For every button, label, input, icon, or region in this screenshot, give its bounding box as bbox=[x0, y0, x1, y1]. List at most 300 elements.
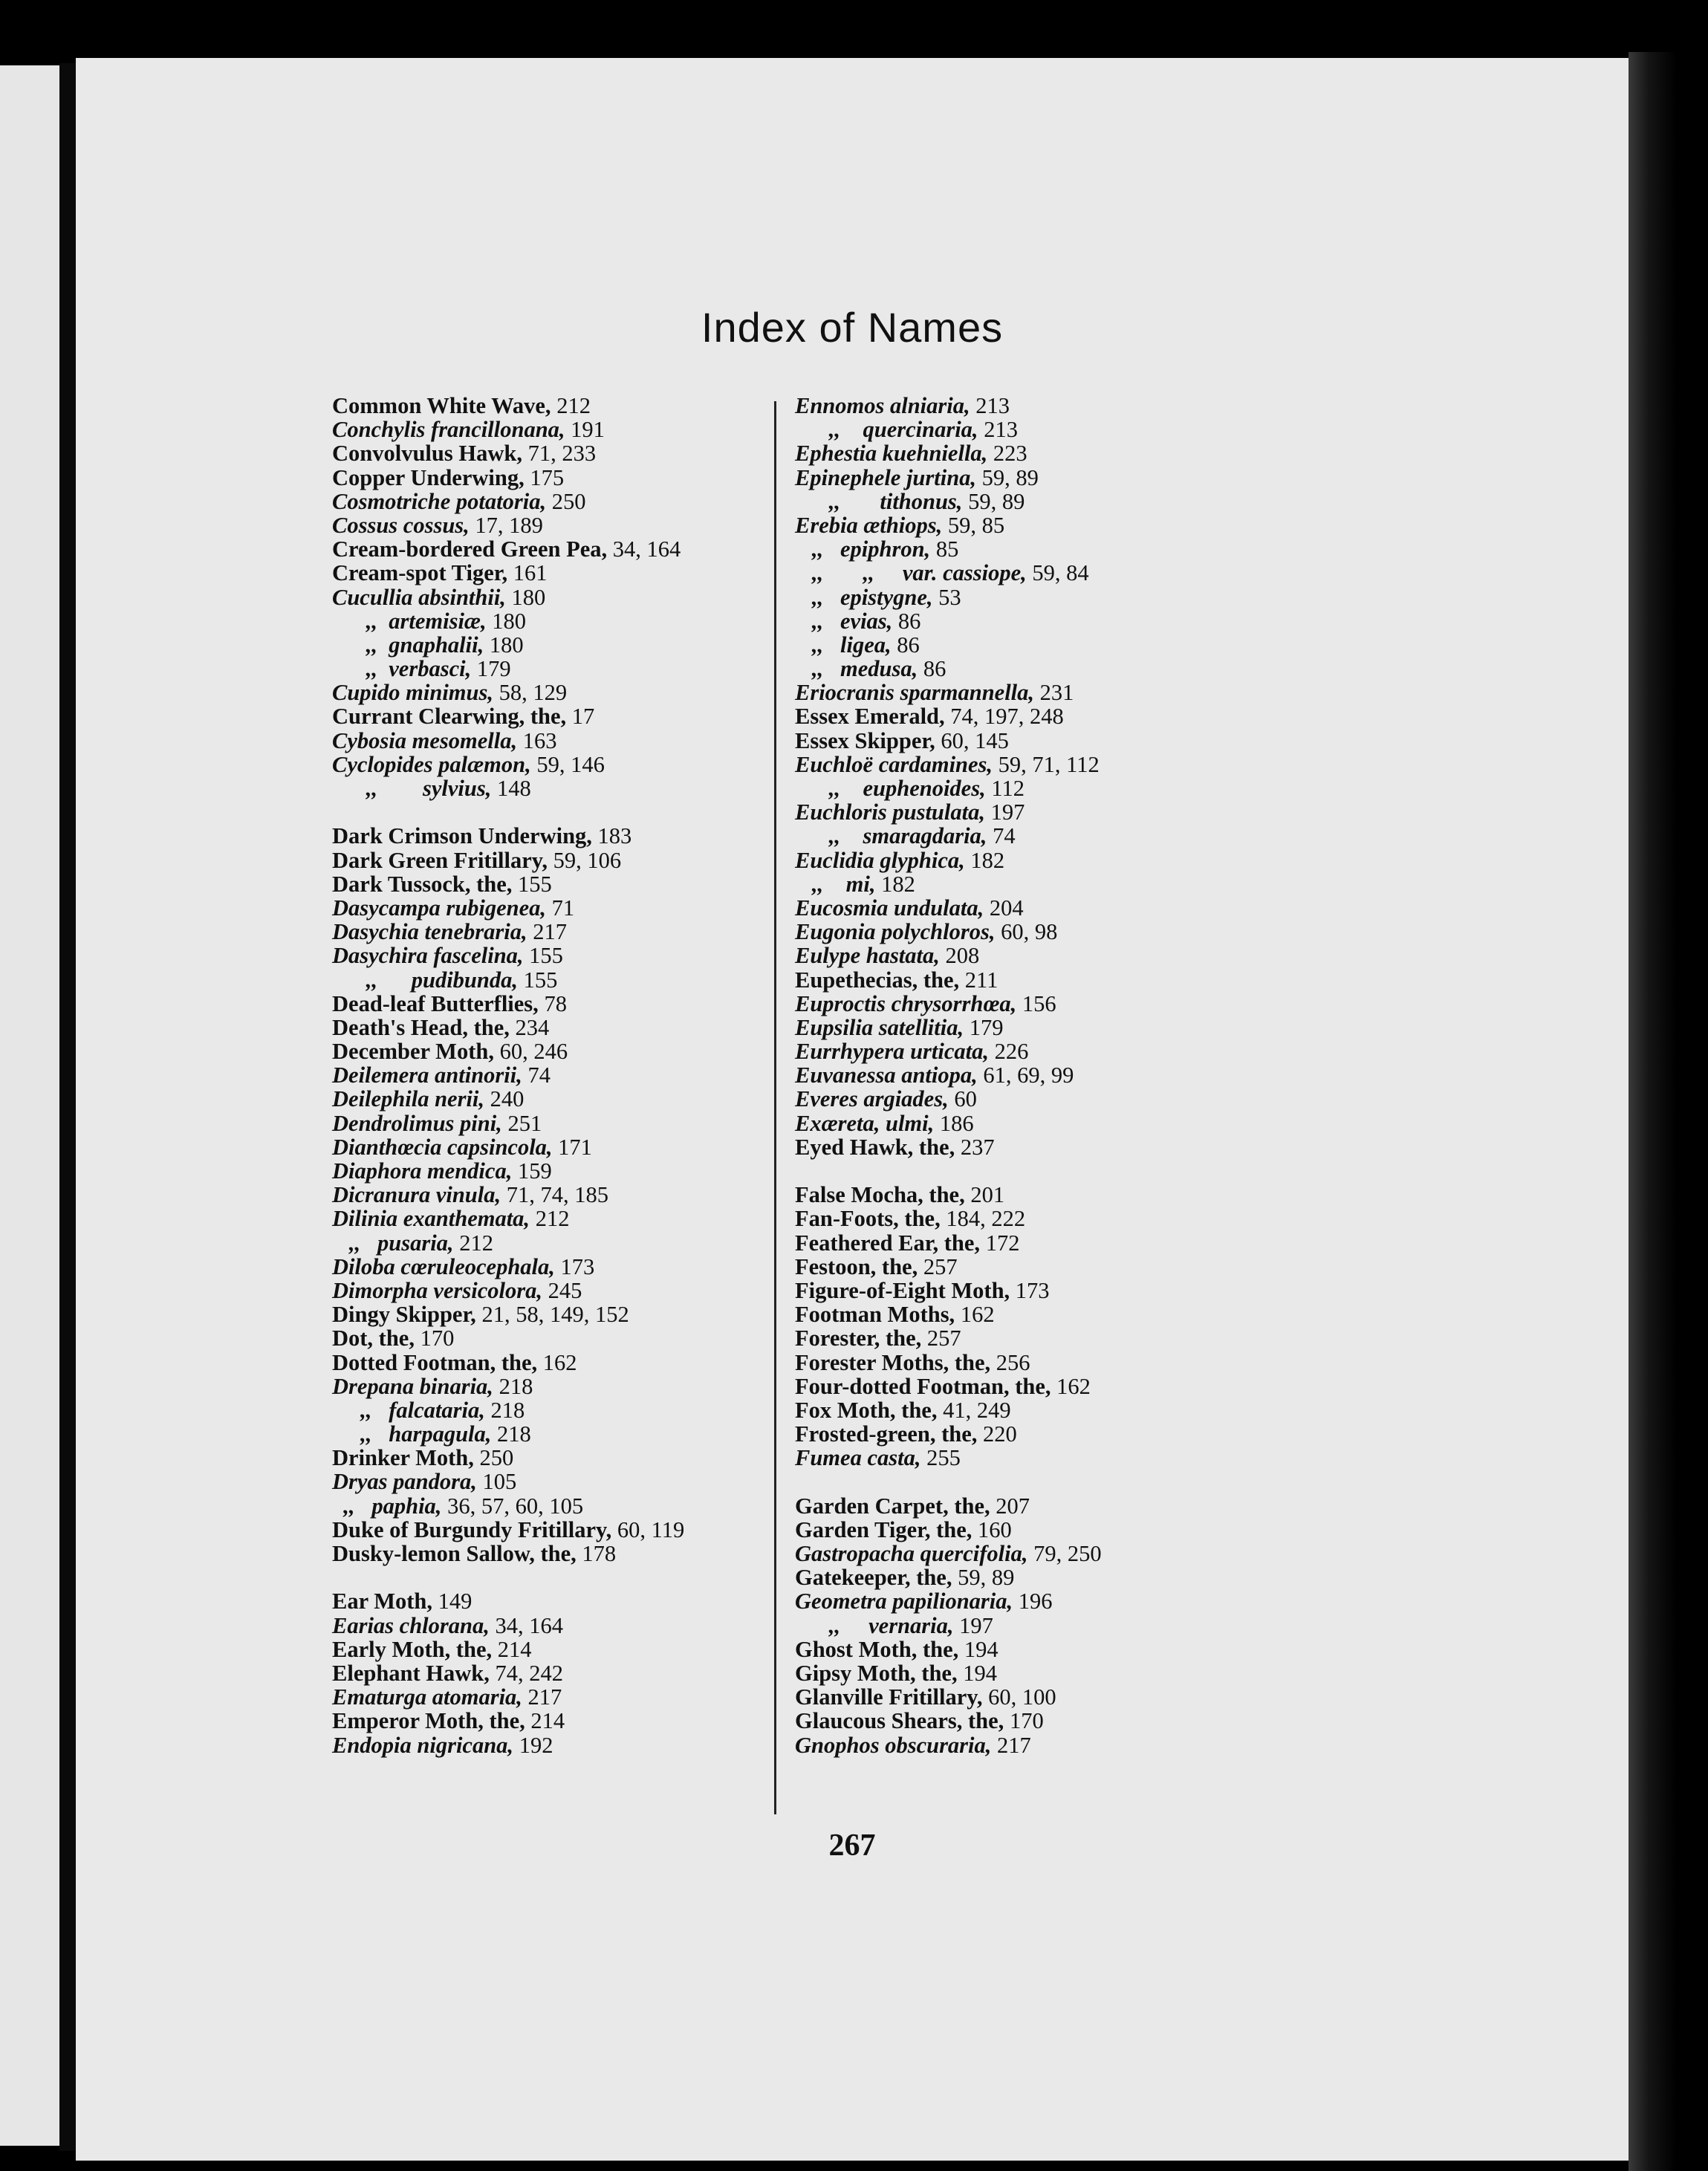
index-entry bbox=[332, 1302, 684, 1326]
index-entry bbox=[332, 1589, 684, 1613]
entry-term: Epinephele jurtina, bbox=[795, 464, 977, 490]
index-entry bbox=[795, 681, 1102, 704]
entry-term: Diaphora mendica, bbox=[332, 1158, 513, 1184]
entry-term: ,, ,, var. cassiope, bbox=[795, 560, 1027, 586]
index-entry bbox=[795, 657, 1102, 681]
section-gap bbox=[795, 1159, 1102, 1183]
entry-pages: 217 bbox=[522, 1684, 562, 1710]
entry-pages: 85 bbox=[930, 536, 959, 562]
index-entry bbox=[332, 1518, 684, 1542]
entry-pages: 212 bbox=[453, 1230, 493, 1256]
index-entry bbox=[332, 896, 684, 920]
index-entry bbox=[795, 1183, 1102, 1207]
index-entry bbox=[795, 824, 1102, 848]
index-entry bbox=[332, 1661, 684, 1685]
entry-term: Geometra papilionaria, bbox=[795, 1589, 1013, 1615]
entry-term: Deilephila nerii, bbox=[332, 1086, 485, 1112]
entry-term: Euchloë cardamines, bbox=[795, 751, 993, 777]
index-entry bbox=[795, 1063, 1102, 1087]
entry-term: Drepana binaria, bbox=[332, 1373, 493, 1399]
index-entry bbox=[795, 1398, 1102, 1422]
entry-term: Eugonia polychloros, bbox=[795, 919, 996, 945]
index-entry bbox=[332, 824, 684, 848]
index-entry bbox=[795, 561, 1102, 585]
index-entry bbox=[795, 513, 1102, 537]
entry-term: Dilinia exanthemata, bbox=[332, 1206, 530, 1232]
entry-pages: 231 bbox=[1034, 680, 1074, 706]
entry-term: Dasycampa rubigenea, bbox=[332, 895, 547, 921]
entry-term: Figure-of-Eight Moth, bbox=[795, 1277, 1010, 1303]
entry-term: Frosted-green, the, bbox=[795, 1421, 978, 1447]
entry-pages: 237 bbox=[955, 1134, 995, 1160]
entry-term: Eulype hastata, bbox=[795, 943, 940, 969]
entry-term: ,, epiphron, bbox=[795, 536, 931, 562]
entry-pages: 172 bbox=[980, 1230, 1020, 1256]
index-entry bbox=[795, 1422, 1102, 1446]
entry-term: Eucosmia undulata, bbox=[795, 895, 984, 921]
entry-term: Dendrolimus pini, bbox=[332, 1110, 502, 1136]
index-entry bbox=[795, 1685, 1102, 1709]
entry-term: Garden Tiger, the, bbox=[795, 1516, 972, 1542]
index-entry bbox=[795, 704, 1102, 728]
entry-term: ,, medusa, bbox=[795, 656, 918, 682]
index-entry bbox=[332, 1087, 684, 1111]
entry-pages: 74, 242 bbox=[489, 1660, 563, 1686]
index-entry bbox=[332, 1326, 684, 1350]
entry-pages: 178 bbox=[576, 1541, 617, 1566]
entry-term: Dicranura vinula, bbox=[332, 1182, 501, 1208]
entry-pages: 255 bbox=[920, 1445, 961, 1471]
entry-term: Endopia nigricana, bbox=[332, 1732, 514, 1758]
entry-pages: 86 bbox=[891, 632, 920, 658]
index-entry bbox=[795, 1446, 1102, 1470]
index-entry bbox=[795, 1518, 1102, 1542]
entry-term: Erebia æthiops, bbox=[795, 512, 943, 538]
index-entry bbox=[795, 968, 1102, 992]
entry-pages: 155 bbox=[512, 871, 552, 897]
entry-term: ,, ligea, bbox=[795, 632, 892, 658]
index-entry bbox=[332, 920, 684, 944]
entry-pages: 180 bbox=[505, 584, 546, 610]
index-entry bbox=[332, 1398, 684, 1422]
index-entry bbox=[795, 1565, 1102, 1589]
entry-term: Dark Tussock, the, bbox=[332, 871, 513, 897]
entry-term: ,, verbasci, bbox=[332, 656, 472, 682]
index-entry bbox=[332, 561, 684, 585]
index-entry bbox=[795, 1661, 1102, 1685]
entry-term: ,, harpagula, bbox=[332, 1421, 492, 1447]
index-entry bbox=[795, 1733, 1102, 1757]
entry-term: December Moth, bbox=[332, 1039, 494, 1065]
entry-term: Dingy Skipper, bbox=[332, 1302, 476, 1328]
adjacent-page-edge bbox=[0, 65, 59, 2146]
entry-pages: 79, 250 bbox=[1027, 1541, 1102, 1566]
entry-term: ,, mi, bbox=[795, 871, 876, 897]
entry-term: Convolvulus Hawk, bbox=[332, 441, 522, 467]
entry-pages: 245 bbox=[542, 1277, 582, 1303]
entry-term: Conchylis francillonana, bbox=[332, 417, 565, 443]
entry-term: Dasychira fascelina, bbox=[332, 943, 524, 969]
entry-pages: 162 bbox=[537, 1349, 577, 1375]
index-entry bbox=[332, 1422, 684, 1446]
section-gap bbox=[795, 1470, 1102, 1493]
entry-term: Early Moth, the, bbox=[332, 1636, 493, 1662]
index-entry bbox=[795, 753, 1102, 776]
index-entry bbox=[332, 1183, 684, 1207]
index-entry bbox=[332, 394, 684, 418]
index-entry bbox=[332, 1112, 684, 1135]
index-column-left bbox=[332, 394, 684, 1757]
entry-pages: 197 bbox=[984, 799, 1025, 825]
entry-term: Forester, the, bbox=[795, 1325, 922, 1351]
entry-pages: 61, 69, 99 bbox=[977, 1062, 1074, 1088]
entry-pages: 163 bbox=[517, 727, 557, 753]
entry-pages: 159 bbox=[512, 1158, 552, 1184]
entry-pages: 194 bbox=[958, 1636, 999, 1662]
entry-pages: 251 bbox=[501, 1110, 542, 1136]
entry-term: ,, epistygne, bbox=[795, 584, 933, 610]
index-entry bbox=[795, 1016, 1102, 1039]
index-entry bbox=[332, 1685, 684, 1709]
entry-term: Cosmotriche potatoria, bbox=[332, 488, 547, 514]
entry-term: Cream-spot Tiger, bbox=[332, 560, 508, 586]
entry-pages: 180 bbox=[486, 608, 526, 634]
entry-term: Glaucous Shears, the, bbox=[795, 1708, 1004, 1734]
index-entry bbox=[795, 394, 1102, 418]
entry-pages: 250 bbox=[473, 1445, 514, 1471]
entry-term: Emperor Moth, the, bbox=[332, 1708, 525, 1734]
index-entry bbox=[795, 1351, 1102, 1375]
index-entry bbox=[332, 657, 684, 681]
entry-term: Euclidia glyphica, bbox=[795, 847, 965, 873]
entry-pages: 212 bbox=[551, 393, 591, 418]
index-entry bbox=[795, 490, 1102, 513]
entry-pages: 105 bbox=[476, 1469, 517, 1495]
entry-pages: 86 bbox=[918, 656, 946, 682]
index-entry bbox=[332, 704, 684, 728]
entry-term: Fumea casta, bbox=[795, 1445, 921, 1471]
index-entry bbox=[795, 633, 1102, 657]
entry-term: Dianthœcia capsincola, bbox=[332, 1134, 553, 1160]
entry-pages: 217 bbox=[527, 919, 568, 945]
entry-pages: 173 bbox=[1010, 1277, 1050, 1303]
entry-pages: 155 bbox=[518, 967, 558, 993]
entry-term: Dimorpha versicolora, bbox=[332, 1277, 542, 1303]
index-entry bbox=[795, 1494, 1102, 1518]
entry-term: Cossus cossus, bbox=[332, 512, 470, 538]
index-entry bbox=[332, 609, 684, 633]
entry-term: Dasychia tenebraria, bbox=[332, 919, 527, 945]
entry-term: Festoon, the, bbox=[795, 1253, 918, 1279]
entry-term: False Mocha, the, bbox=[795, 1182, 965, 1208]
entry-pages: 71, 74, 185 bbox=[501, 1182, 608, 1208]
index-entry bbox=[332, 872, 684, 896]
index-entry bbox=[795, 848, 1102, 872]
entry-term: Footman Moths, bbox=[795, 1302, 955, 1328]
index-entry bbox=[795, 1638, 1102, 1661]
index-entry bbox=[795, 1709, 1102, 1733]
index-entry bbox=[332, 848, 684, 872]
entry-pages: 217 bbox=[991, 1732, 1031, 1758]
index-entry bbox=[795, 1375, 1102, 1398]
entry-pages: 59, 84 bbox=[1026, 560, 1089, 586]
entry-pages: 218 bbox=[484, 1397, 525, 1423]
entry-pages: 250 bbox=[546, 488, 586, 514]
entry-pages: 59, 89 bbox=[962, 488, 1025, 514]
entry-term: Diloba cœruleocephala, bbox=[332, 1253, 555, 1279]
entry-term: Euproctis chrysorrhœa, bbox=[795, 990, 1017, 1016]
index-entry bbox=[795, 1231, 1102, 1255]
index-entry bbox=[332, 585, 684, 609]
entry-pages: 78 bbox=[538, 990, 567, 1016]
entry-pages: 148 bbox=[491, 776, 531, 801]
entry-term: Essex Skipper, bbox=[795, 727, 935, 753]
index-entry bbox=[332, 1733, 684, 1757]
entry-term: Common White Wave, bbox=[332, 393, 551, 418]
index-entry bbox=[332, 1470, 684, 1493]
entry-term: Cyclopides palæmon, bbox=[332, 751, 531, 777]
page-number: 267 bbox=[828, 1828, 876, 1863]
entry-pages: 175 bbox=[524, 464, 565, 490]
index-page bbox=[76, 58, 1629, 2161]
index-entry bbox=[332, 1207, 684, 1230]
index-entry bbox=[332, 1351, 684, 1375]
entry-term: Death's Head, the, bbox=[332, 1014, 510, 1040]
index-entry bbox=[332, 466, 684, 490]
entry-pages: 161 bbox=[507, 560, 548, 586]
entry-pages: 71 bbox=[546, 895, 575, 921]
index-entry bbox=[795, 920, 1102, 944]
entry-pages: 17, 189 bbox=[469, 512, 543, 538]
entry-term: Eyed Hawk, the, bbox=[795, 1134, 955, 1160]
entry-pages: 218 bbox=[493, 1373, 533, 1399]
index-entry bbox=[332, 1709, 684, 1733]
entry-term: Dusky-lemon Sallow, the, bbox=[332, 1541, 577, 1566]
entry-term: Ematurga atomaria, bbox=[332, 1684, 522, 1710]
index-entry bbox=[795, 466, 1102, 490]
entry-pages: 74, 197, 248 bbox=[944, 704, 1064, 730]
entry-pages: 60, 100 bbox=[982, 1684, 1056, 1710]
index-entry bbox=[795, 609, 1102, 633]
entry-term: Cream-bordered Green Pea, bbox=[332, 536, 608, 562]
entry-term: Dark Crimson Underwing, bbox=[332, 823, 592, 849]
entry-pages: 179 bbox=[964, 1014, 1004, 1040]
entry-term: ,, falcataria, bbox=[332, 1397, 485, 1423]
entry-pages: 257 bbox=[921, 1325, 961, 1351]
entry-pages: 211 bbox=[959, 967, 999, 993]
index-entry bbox=[795, 418, 1102, 441]
index-entry bbox=[332, 1255, 684, 1279]
index-entry bbox=[332, 1016, 684, 1039]
index-entry bbox=[795, 1087, 1102, 1111]
entry-term: Elephant Hawk, bbox=[332, 1660, 490, 1686]
index-entry bbox=[795, 537, 1102, 561]
entry-term: ,, vernaria, bbox=[795, 1612, 954, 1638]
index-entry bbox=[332, 1231, 684, 1255]
entry-pages: 213 bbox=[978, 417, 1018, 443]
index-entry bbox=[332, 681, 684, 704]
index-entry bbox=[332, 753, 684, 776]
entry-term: Cupido minimus, bbox=[332, 680, 493, 706]
entry-pages: 207 bbox=[990, 1493, 1030, 1519]
index-entry bbox=[332, 968, 684, 992]
entry-pages: 149 bbox=[432, 1589, 473, 1615]
page-gutter bbox=[59, 63, 76, 2151]
entry-pages: 173 bbox=[554, 1253, 595, 1279]
entry-term: Gatekeeper, the, bbox=[795, 1565, 952, 1591]
entry-pages: 186 bbox=[934, 1110, 974, 1136]
entry-pages: 53 bbox=[932, 584, 961, 610]
index-entry bbox=[795, 776, 1102, 800]
entry-term: Four-dotted Footman, the, bbox=[795, 1373, 1051, 1399]
entry-term: Ghost Moth, the, bbox=[795, 1636, 959, 1662]
entry-term: Cucullia absinthii, bbox=[332, 584, 506, 610]
page-title: Index of Names bbox=[701, 304, 1004, 351]
entry-term: ,, quercinaria, bbox=[795, 417, 978, 443]
entry-term: Eupethecias, the, bbox=[795, 967, 960, 993]
entry-term: Exæreta, ulmi, bbox=[795, 1110, 935, 1136]
entry-term: Euvanessa antiopa, bbox=[795, 1062, 978, 1088]
entry-pages: 162 bbox=[1051, 1373, 1091, 1399]
entry-pages: 192 bbox=[513, 1732, 553, 1758]
entry-pages: 182 bbox=[964, 847, 1005, 873]
index-entry bbox=[795, 992, 1102, 1016]
entry-term: Everes argiades, bbox=[795, 1086, 949, 1112]
entry-term: ,, paphia, bbox=[332, 1493, 442, 1519]
entry-pages: 234 bbox=[509, 1014, 550, 1040]
page-edge-shadow bbox=[1629, 52, 1708, 2171]
index-entry bbox=[332, 513, 684, 537]
index-entry bbox=[332, 537, 684, 561]
index-entry bbox=[795, 800, 1102, 824]
entry-term: Eurrhypera urticata, bbox=[795, 1039, 989, 1065]
entry-term: Deilemera antinorii, bbox=[332, 1062, 522, 1088]
index-column-right bbox=[795, 394, 1102, 1757]
index-entry bbox=[795, 1326, 1102, 1350]
entry-pages: 257 bbox=[918, 1253, 958, 1279]
entry-pages: 59, 89 bbox=[976, 464, 1039, 490]
index-entry bbox=[795, 1112, 1102, 1135]
entry-pages: 208 bbox=[939, 943, 980, 969]
entry-term: ,, gnaphalii, bbox=[332, 632, 484, 658]
entry-pages: 212 bbox=[530, 1206, 570, 1232]
index-entry bbox=[332, 1494, 684, 1518]
entry-term: Essex Emerald, bbox=[795, 704, 945, 730]
entry-pages: 256 bbox=[990, 1349, 1030, 1375]
entry-pages: 58, 129 bbox=[493, 680, 568, 706]
entry-pages: 160 bbox=[972, 1516, 1012, 1542]
entry-pages: 86 bbox=[892, 608, 921, 634]
entry-term: Eupsilia satellitia, bbox=[795, 1014, 964, 1040]
entry-pages: 74 bbox=[522, 1062, 551, 1088]
index-entry bbox=[332, 729, 684, 753]
index-entry bbox=[332, 633, 684, 657]
entry-term: Ear Moth, bbox=[332, 1589, 432, 1615]
entry-pages: 156 bbox=[1016, 990, 1056, 1016]
index-entry bbox=[332, 944, 684, 967]
entry-pages: 60, 119 bbox=[611, 1516, 685, 1542]
entry-pages: 60, 246 bbox=[493, 1039, 568, 1065]
entry-pages: 155 bbox=[523, 943, 563, 969]
entry-term: Cybosia mesomella, bbox=[332, 727, 518, 753]
entry-pages: 179 bbox=[471, 656, 511, 682]
index-entry bbox=[332, 1159, 684, 1183]
index-entry bbox=[795, 441, 1102, 465]
index-entry bbox=[332, 441, 684, 465]
entry-term: Dryas pandora, bbox=[332, 1469, 477, 1495]
entry-term: Fox Moth, the, bbox=[795, 1397, 938, 1423]
entry-term: ,, sylvius, bbox=[332, 776, 492, 801]
entry-pages: 34, 164 bbox=[607, 536, 681, 562]
entry-term: Garden Carpet, the, bbox=[795, 1493, 990, 1519]
entry-pages: 36, 57, 60, 105 bbox=[441, 1493, 584, 1519]
entry-pages: 204 bbox=[984, 895, 1024, 921]
entry-term: Forester Moths, the, bbox=[795, 1349, 991, 1375]
entry-pages: 21, 58, 149, 152 bbox=[475, 1302, 629, 1328]
index-entry bbox=[795, 1207, 1102, 1230]
entry-pages: 183 bbox=[591, 823, 632, 849]
entry-pages: 214 bbox=[525, 1708, 565, 1734]
index-entry bbox=[795, 896, 1102, 920]
entry-pages: 162 bbox=[955, 1302, 995, 1328]
entry-term: ,, pusaria, bbox=[332, 1230, 454, 1256]
index-entry bbox=[795, 1614, 1102, 1638]
section-gap bbox=[332, 1565, 684, 1589]
entry-pages: 59, 85 bbox=[942, 512, 1005, 538]
index-entry bbox=[332, 1638, 684, 1661]
entry-term: Gnophos obscuraria, bbox=[795, 1732, 992, 1758]
entry-pages: 171 bbox=[552, 1134, 592, 1160]
entry-pages: 218 bbox=[491, 1421, 531, 1447]
entry-term: Currant Clearwing, the, bbox=[332, 704, 567, 730]
index-entry bbox=[332, 1614, 684, 1638]
entry-term: Dark Green Fritillary, bbox=[332, 847, 548, 873]
index-entry bbox=[795, 1039, 1102, 1063]
entry-term: ,, smaragdaria, bbox=[795, 823, 987, 849]
entry-pages: 74 bbox=[987, 823, 1016, 849]
entry-term: Fan-Foots, the, bbox=[795, 1206, 941, 1232]
entry-pages: 59, 146 bbox=[530, 751, 605, 777]
entry-pages: 194 bbox=[957, 1660, 997, 1686]
entry-pages: 71, 233 bbox=[522, 441, 597, 467]
index-entry bbox=[795, 1135, 1102, 1159]
index-entry bbox=[795, 1589, 1102, 1613]
entry-term: ,, evias, bbox=[795, 608, 893, 634]
entry-pages: 240 bbox=[484, 1086, 525, 1112]
entry-pages: 196 bbox=[1013, 1589, 1053, 1615]
index-entry bbox=[795, 585, 1102, 609]
index-entry bbox=[332, 1542, 684, 1565]
entry-term: Dotted Footman, the, bbox=[332, 1349, 538, 1375]
entry-term: Dead-leaf Butterflies, bbox=[332, 990, 539, 1016]
index-entry bbox=[332, 776, 684, 800]
entry-term: Duke of Burgundy Fritillary, bbox=[332, 1516, 612, 1542]
index-entry bbox=[332, 1039, 684, 1063]
entry-pages: 182 bbox=[875, 871, 915, 897]
index-entry bbox=[795, 1302, 1102, 1326]
entry-pages: 59, 71, 112 bbox=[993, 751, 1100, 777]
index-entry bbox=[795, 872, 1102, 896]
index-entry bbox=[332, 1446, 684, 1470]
entry-pages: 220 bbox=[977, 1421, 1017, 1447]
entry-term: Copper Underwing, bbox=[332, 464, 525, 490]
entry-pages: 60 bbox=[948, 1086, 977, 1112]
index-entry bbox=[332, 1375, 684, 1398]
entry-pages: 17 bbox=[566, 704, 595, 730]
entry-pages: 41, 249 bbox=[937, 1397, 1011, 1423]
entry-term: Dot, the, bbox=[332, 1325, 415, 1351]
entry-pages: 34, 164 bbox=[489, 1612, 563, 1638]
